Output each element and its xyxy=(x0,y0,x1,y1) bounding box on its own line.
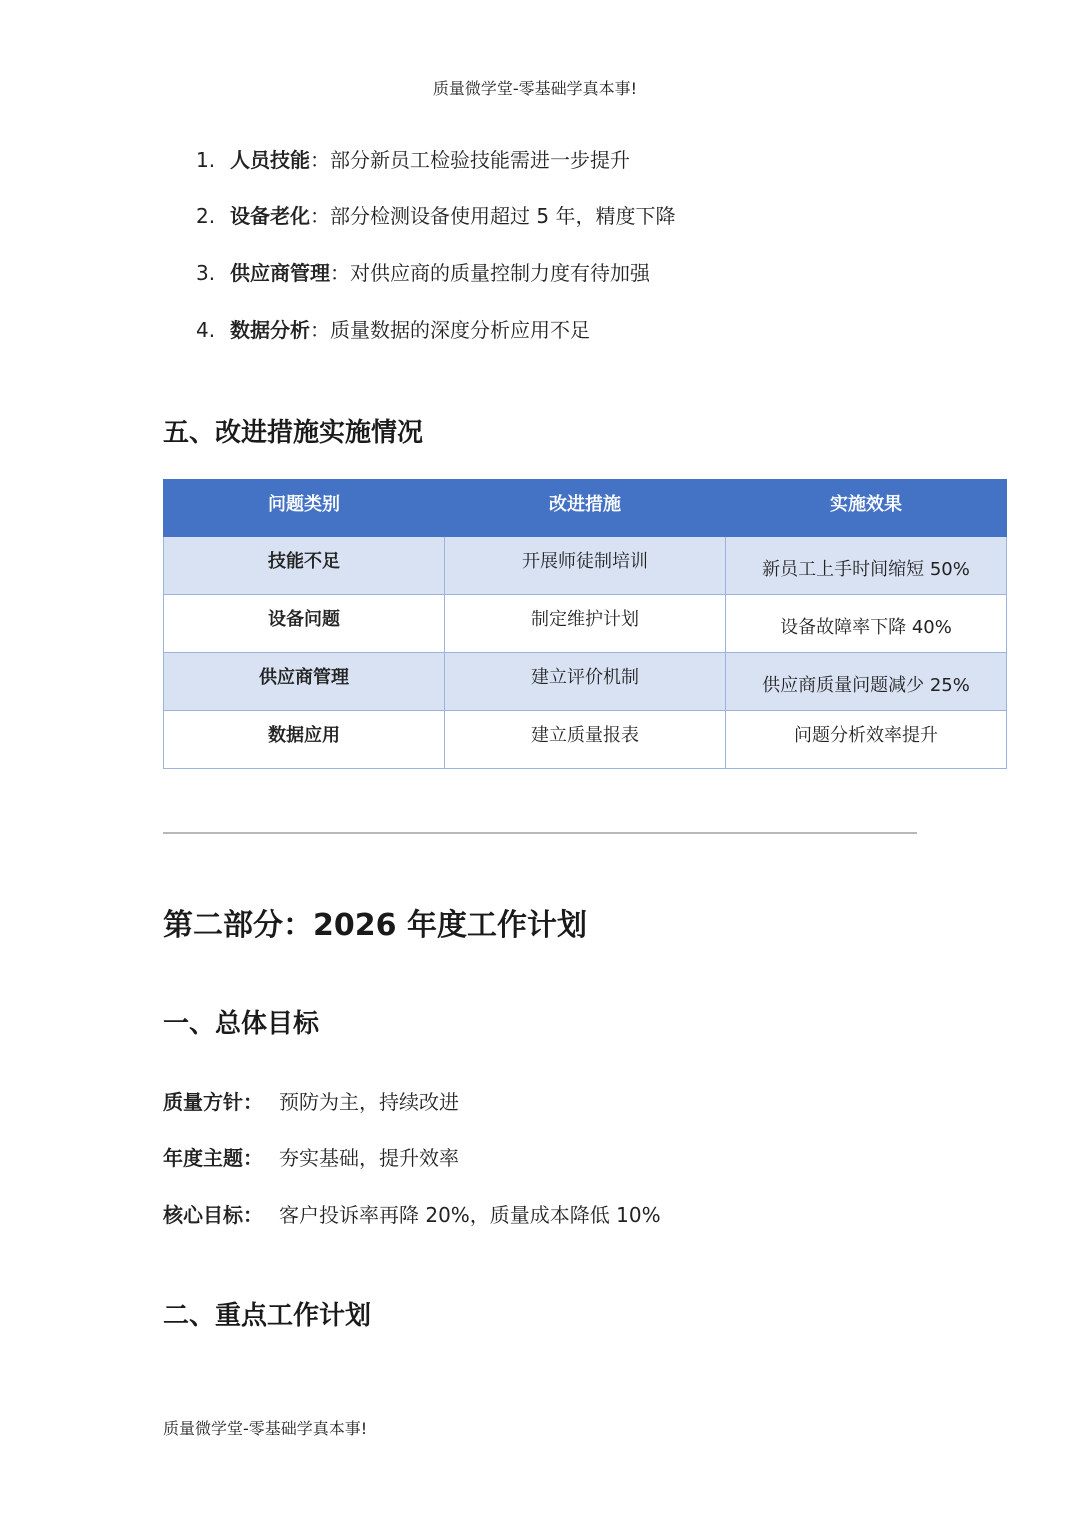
part-title: 第二部分：2026 年度工作计划 xyxy=(163,908,587,943)
page-footer: 质量微学堂-零基础学真本事! xyxy=(163,1419,368,1438)
colon: ： xyxy=(310,148,330,172)
table-header-cell: 实施效果 xyxy=(726,480,1007,537)
goal-key: 年度主题： xyxy=(163,1146,263,1170)
table-row xyxy=(164,711,1007,769)
table-row xyxy=(164,653,1007,711)
goal-value: 客户投诉率再降 20%，质量成本降低 10% xyxy=(279,1203,661,1227)
table-cell-measure: 建立质量报表 xyxy=(445,711,726,769)
list-item xyxy=(196,316,590,344)
table-cell-category: 技能不足 xyxy=(164,537,445,595)
goal-item xyxy=(163,1142,459,1171)
table-row xyxy=(164,537,1007,595)
table-header-row xyxy=(164,480,1007,537)
colon: ： xyxy=(310,318,330,342)
issue-desc: 部分检测设备使用超过 5 年，精度下降 xyxy=(330,204,676,228)
table-cell-category: 数据应用 xyxy=(164,711,445,769)
table-cell-category: 供应商管理 xyxy=(164,653,445,711)
goal-item xyxy=(163,1199,661,1228)
list-number: 1. xyxy=(196,148,216,172)
table-cell-category: 设备问题 xyxy=(164,595,445,653)
list-number: 3. xyxy=(196,261,216,285)
colon: ： xyxy=(330,261,350,285)
section-heading-overall-goals: 一、总体目标 xyxy=(163,1009,320,1039)
table-row xyxy=(164,595,1007,653)
goal-key: 核心目标： xyxy=(163,1203,263,1227)
issue-term: 供应商管理 xyxy=(230,261,330,285)
colon: ： xyxy=(310,204,330,228)
issue-term: 数据分析 xyxy=(230,318,310,342)
list-number: 2. xyxy=(196,204,216,228)
issue-desc: 对供应商的质量控制力度有待加强 xyxy=(350,261,650,285)
goal-key: 质量方针： xyxy=(163,1090,263,1114)
goal-value: 预防为主，持续改进 xyxy=(279,1090,459,1114)
list-number: 4. xyxy=(196,318,216,342)
issue-term: 人员技能 xyxy=(230,148,310,172)
table-cell-measure: 开展师徒制培训 xyxy=(445,537,726,595)
table-cell-measure: 建立评价机制 xyxy=(445,653,726,711)
list-item xyxy=(196,202,675,230)
table-cell-effect: 供应商质量问题减少 25% xyxy=(726,653,1007,711)
table-cell-effect: 设备故障率下降 40% xyxy=(726,595,1007,653)
goal-value: 夯实基础，提升效率 xyxy=(279,1146,459,1170)
issue-desc: 部分新员工检验技能需进一步提升 xyxy=(330,148,630,172)
horizontal-divider xyxy=(163,832,917,834)
issue-term: 设备老化 xyxy=(230,204,310,228)
page-header: 质量微学堂-零基础学真本事! xyxy=(432,79,638,98)
goal-item xyxy=(163,1086,459,1115)
list-item xyxy=(196,259,650,287)
table-cell-effect: 问题分析效率提升 xyxy=(726,711,1007,769)
list-item xyxy=(196,146,630,174)
table-header-cell: 改进措施 xyxy=(445,480,726,537)
table-cell-effect: 新员工上手时间缩短 50% xyxy=(726,537,1007,595)
table-header-cell: 问题类别 xyxy=(164,480,445,537)
section-heading-improvements: 五、改进措施实施情况 xyxy=(163,418,424,448)
improvement-table xyxy=(163,479,1007,769)
issue-desc: 质量数据的深度分析应用不足 xyxy=(330,318,590,342)
table-cell-measure: 制定维护计划 xyxy=(445,595,726,653)
section-heading-key-plan: 二、重点工作计划 xyxy=(163,1301,372,1331)
